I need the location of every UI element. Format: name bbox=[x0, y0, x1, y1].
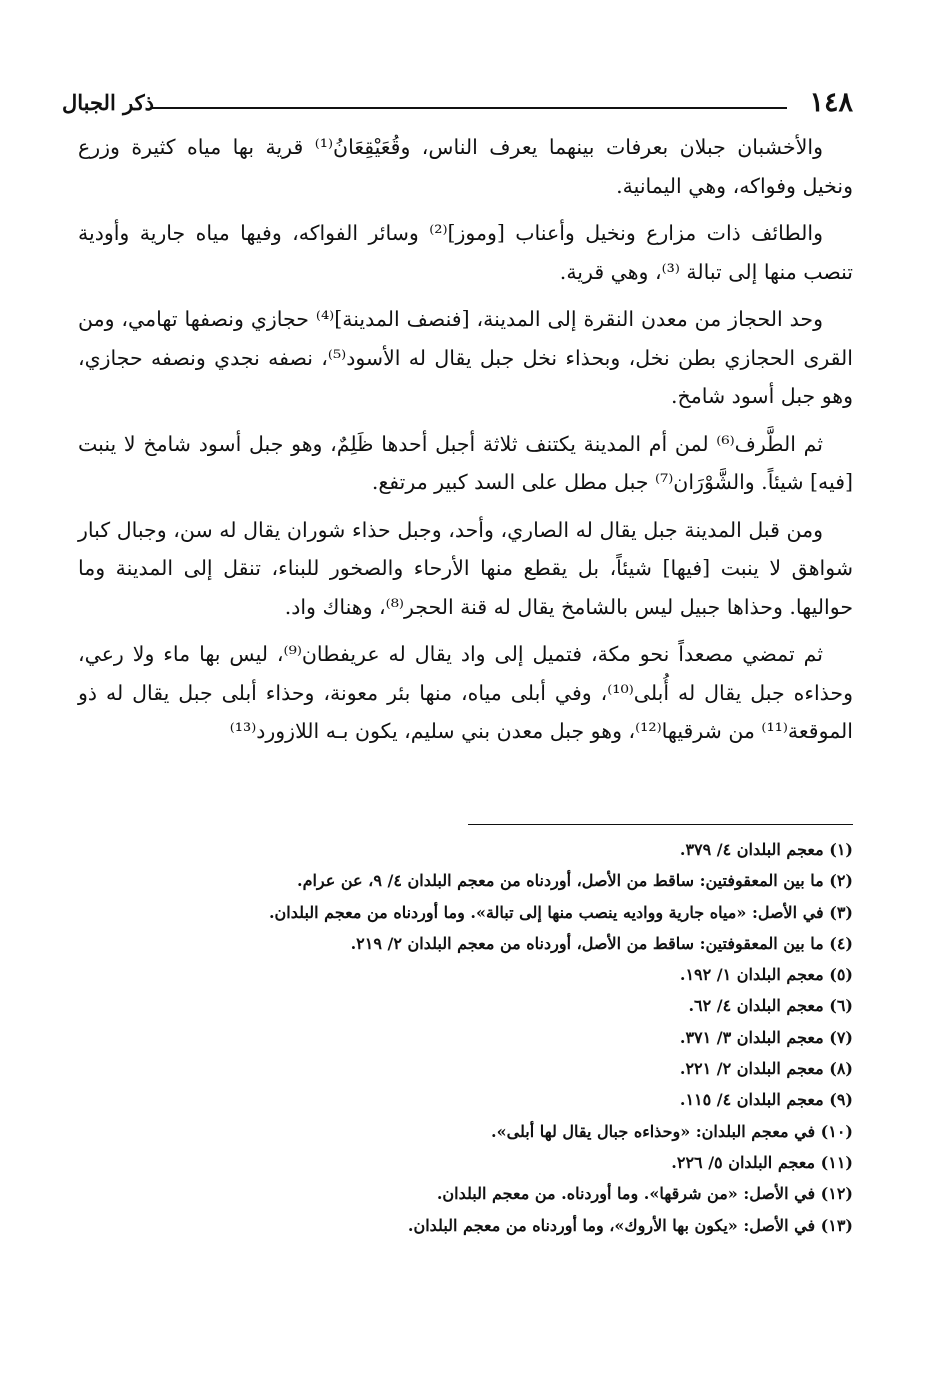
paragraph: والأخشبان جبلان بعرفات بينهما يعرف الناس، وقُعَيْقِعَانُ⁽¹⁾ قرية بها مياه كثيرة وزرع ونخيل وفواكه، وهي اليمانية. bbox=[78, 135, 853, 198]
footnote: (١١) معجم البلدان ٥/ ٢٢٦. bbox=[671, 1152, 853, 1172]
footnote: (٣) في الأصل: «مياه جارية وواديه ينصب منها إلى تبالة». وما أوردناه من معجم البلدان. bbox=[268, 902, 853, 922]
page-number: ١٤٨ bbox=[809, 87, 853, 118]
page-header bbox=[62, 86, 853, 120]
footnote: (٦) معجم البلدان ٤/ ٦٢. bbox=[688, 996, 853, 1016]
footnote-separator bbox=[468, 824, 853, 825]
footnote: (١) معجم البلدان ٤/ ٣٧٩. bbox=[679, 840, 853, 859]
footnote: (٩) معجم البلدان ٤/ ١١٥. bbox=[679, 1090, 853, 1110]
footnote: (٨) معجم البلدان ٢/ ٢٢١. bbox=[679, 1059, 853, 1079]
footnote: (٢) ما بين المعقوفتين: ساقط من الأصل، أوردناه من معجم البلدان ٤/ ٩، عن عرام. bbox=[297, 871, 853, 891]
footnotes bbox=[80, 834, 853, 1241]
footnote: (٤) ما بين المعقوفتين: ساقط من الأصل، أوردناه من معجم البلدان ٢/ ٢١٩. bbox=[350, 933, 853, 953]
footnote: (١٢) في الأصل: «من شرقها». وما أوردناه. من معجم البلدان. bbox=[436, 1184, 853, 1204]
footnote: (١٣) في الأصل: «يكون بها الأروك»، وما أوردناه من معجم البلدان. bbox=[407, 1215, 853, 1235]
footnote: (٧) معجم البلدان ٣/ ٣٧١. bbox=[679, 1027, 853, 1047]
footnote: (١٠) في معجم البلدان: «وحذاءه جبال يقال لها أبلى». bbox=[491, 1121, 853, 1141]
paragraph: ومن قبل المدينة جبل يقال له الصاري، وأحد، وجبل حذاء شوران يقال له سن، وجبال كبار شواهق لا ينبت [فيها] شيئاً، بل يقطع منها الأرحاء والصخور للبناء، تنقل إلى المدينة وما حواليها. وحذاها جبيل ليس بالشامخ يقال له قنة الحجر⁽⁸⁾، وهناك واد. bbox=[78, 517, 853, 619]
paragraph: وحد الحجاز من معدن النقرة إلى المدينة، [فنصف المدينة]⁽⁴⁾ حجازي ونصفها تهامي، ومن القرى الحجازي بطن نخل، وبحذاء نخل جبل يقال له الأسود⁽⁵⁾، نصفه نجدي ونصفه حجازي، وهو جبل أسود شامخ. bbox=[78, 307, 853, 408]
paragraph: ثم الطَّرف⁽⁶⁾ لمن أم المدينة يكتنف ثلاثة أجبل أحدها ظَلِمٌ، وهو جبل أسود شامخ لا ينبت [فيه] شيئاً. والشَّوْرَان⁽⁷⁾ جبل مطل على السد كبير مرتفع. bbox=[78, 431, 853, 494]
header-rule bbox=[152, 107, 787, 109]
running-title: ذكر الجبال bbox=[62, 90, 155, 115]
footnote: (٥) معجم البلدان ١/ ١٩٢. bbox=[679, 965, 853, 985]
paragraph: والطائف ذات مزارع ونخيل وأعناب [وموز]⁽²⁾ وسائر الفواكه، وفيها مياه جارية وأودية تنصب منها إلى تبالة ⁽³⁾، وهي قرية. bbox=[78, 221, 853, 284]
main-text bbox=[78, 128, 853, 760]
paragraph: ثم تمضي مصعداً نحو مكة، فتميل إلى واد يقال له عريفطان⁽⁹⁾، ليس بها ماء ولا رعي، وحذاءه جبل يقال له أُبلى⁽¹⁰⁾، وفي أبلى مياه، منها بئر معونة، وحذاء أبلى جبل يقال له ذو الموقعة⁽¹¹⁾ من شرقيها⁽¹²⁾، وهو جبل معدن بني سليم، يكون بـه اللازورد⁽¹³⁾ bbox=[78, 642, 853, 743]
